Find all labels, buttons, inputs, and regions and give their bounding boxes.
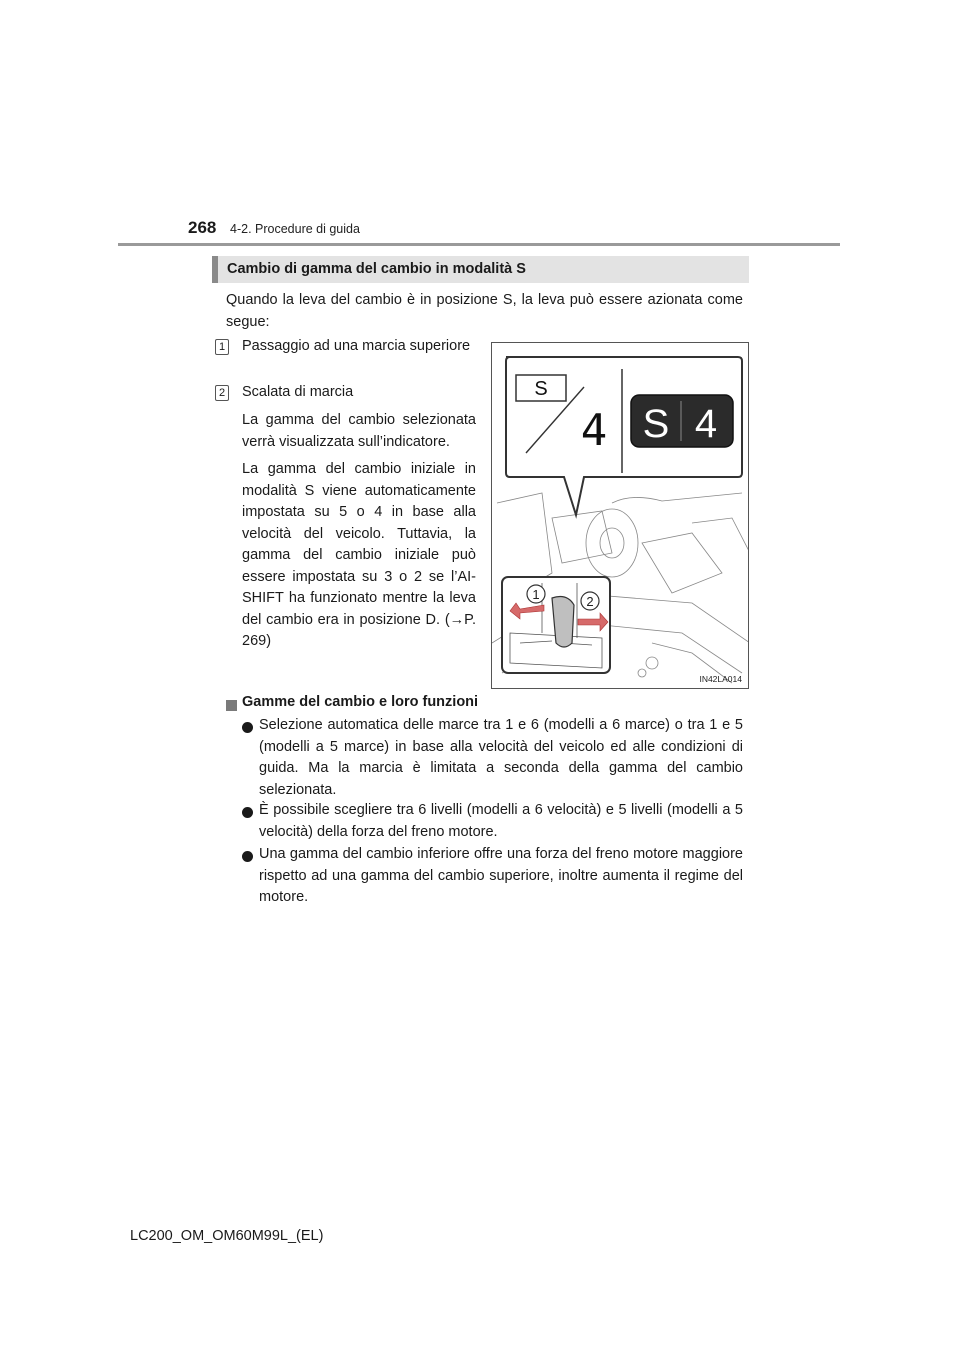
step-number-1: 1 [215, 339, 229, 355]
bullet-dot-3 [242, 851, 253, 862]
figure-code: IN42LA014 [699, 674, 742, 684]
s-indicator-label: S [534, 378, 548, 400]
page-number: 268 [188, 218, 217, 237]
initial-range-paragraph: La gamma del cambio iniziale in modalità S viene automaticamente impostata su 5 o 4 in base alla velocità del veicolo. Tuttavia, la gamma del cambio iniziale può essere impostata su 3 o 2 se l’AI-SHIFT ha funzionato mentre la leva del cambio era in posizione D. (→P. 269) [242, 461, 476, 649]
bullet-dot-2 [242, 807, 253, 818]
gear-digit: 4 [580, 405, 608, 456]
section-title: 4-2. Procedure di guida [230, 222, 360, 236]
callout-2: 2 [586, 594, 594, 609]
bullet-text-1: Selezione automatica delle marce tra 1 e 6 (modelli a 6 marce) o tra 1 e 5 (modelli a 5 marce) in base alla velocità del veicolo ed alle condizioni di guida. Ma la marcia è limitata a seconda della gamma del cambio selezionata. [259, 717, 743, 798]
band-accent [212, 256, 218, 283]
step-text-1: Passaggio ad una marcia superiore [242, 338, 471, 354]
bullet-text-2: È possibile scegliere tra 6 livelli (modelli a 6 velocità) e 5 livelli (modelli a 5 velocità) della forza del freno motore. [259, 802, 743, 840]
display-gear-digit: 4 [694, 402, 718, 446]
step-number-2: 2 [215, 385, 229, 401]
intro-paragraph: Quando la leva del cambio è in posizione S, la leva può essere azionata come segue: [226, 292, 743, 330]
header-rule [118, 243, 840, 246]
bullet-dot-1 [242, 722, 253, 733]
callout-1: 1 [532, 587, 540, 602]
indicator-paragraph: La gamma del cambio selezionata verrà visualizzata sull’indicatore. [242, 412, 476, 450]
display-s-letter: S [642, 402, 670, 446]
shift-illustration [491, 342, 749, 689]
footer-code: LC200_OM_OM60M99L_(EL) [130, 1228, 324, 1244]
shift-knob [552, 597, 574, 647]
subsection-title: Gamme del cambio e loro funzioni [242, 694, 479, 710]
bullet-text-3: Una gamma del cambio inferiore offre una forza del freno motore maggiore rispetto ad una gamma del cambio superiore, inoltre aumenta il regime del motore. [259, 846, 743, 905]
step-text-2: Scalata di marcia [242, 384, 354, 400]
subsection-bullet-square [226, 700, 237, 711]
section-band [212, 256, 749, 283]
band-title: Cambio di gamma del cambio in modalità S [227, 261, 526, 277]
